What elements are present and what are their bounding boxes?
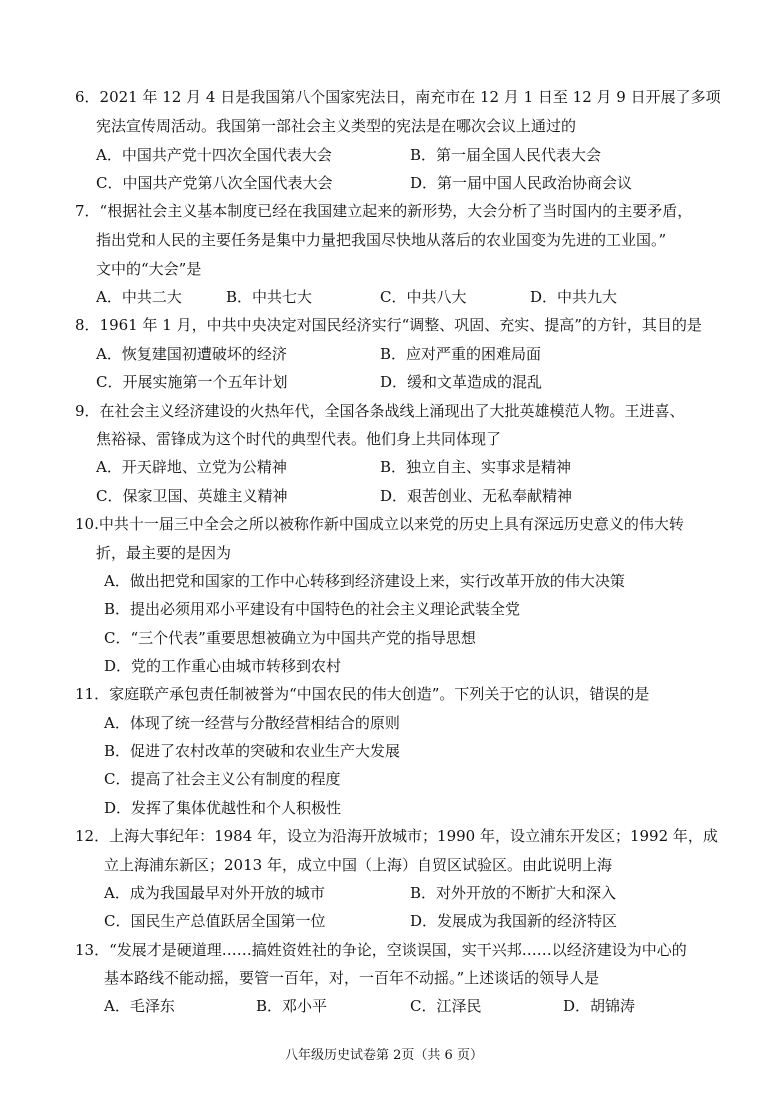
q8-option-c: C．开展实施第一个五年计划 (96, 373, 288, 391)
q6-option-c: C．中国共产党第八次全国代表大会 (96, 174, 333, 192)
q12-stem-line-2: 立上海浦东新区；2013 年，成立中国（上海）自贸区试验区。由此说明上海 (104, 856, 612, 874)
q11-stem-line-1: 11．家庭联产承包责任制被誉为“中国农民的伟大创造”。下列关于它的认识，错误的是 (75, 685, 650, 703)
page-footer: 八年级历史试卷第 2页（共 6 页） (285, 1048, 483, 1063)
q11-option-c: C．提高了社会主义公有制度的程度 (104, 770, 341, 788)
q8-option-d: D．缓和文革造成的混乱 (380, 373, 543, 391)
q12-option-b: B．对外开放的不断扩大和深入 (410, 884, 617, 902)
q12-option-a: A．成为我国最早对外开放的城市 (104, 884, 325, 902)
q12-option-d: D．发展成为我国新的经济特区 (410, 912, 618, 930)
q13-stem-line-2: 基本路线不能动摇，要管一百年，对，一百年不动摇。”上述谈话的领导人是 (104, 969, 600, 987)
q13-option-c: C．江泽民 (410, 997, 482, 1015)
q9-stem-line-2: 焦裕禄、雷锋成为这个时代的典型代表。他们身上共同体现了 (96, 430, 502, 448)
q10-stem-line-2: 折，最主要的是因为 (96, 544, 232, 562)
q6-stem-line-2: 宪法宣传周活动。我国第一部社会主义类型的宪法是在哪次会议上通过的 (96, 117, 577, 135)
q6-option-d: D．第一届中国人民政治协商会议 (410, 174, 633, 192)
q7-option-c: C．中共八大 (380, 288, 467, 306)
q7-stem-line-3: 文中的“大会”是 (96, 260, 202, 278)
q9-option-c: C．保家卫国、英雄主义精神 (96, 487, 288, 505)
q9-option-b: B．独立自主、实事求是精神 (380, 458, 572, 476)
q13-option-a: A．毛泽东 (104, 997, 175, 1015)
q9-option-a: A．开天辟地、立党为公精神 (96, 458, 287, 476)
q10-option-c: C．“三个代表”重要思想被确立为中国共产党的指导思想 (104, 629, 476, 647)
q12-option-c: C．国民生产总值跃居全国第一位 (104, 912, 326, 930)
q9-option-d: D．艰苦创业、无私奉献精神 (380, 487, 573, 505)
q11-option-a: A．体现了统一经营与分散经营相结合的原则 (104, 714, 400, 732)
q10-stem-line-1: 10.中共十一届三中全会之所以被称作新中国成立以来党的历史上具有深远历史意义的伟大转 (75, 515, 684, 533)
q9-stem-line-1: 9．在社会主义经济建设的火热年代，全国各条战线上涌现出了大批英雄模范人物。王进喜、 (75, 402, 685, 420)
q7-option-d: D．中共九大 (530, 288, 618, 306)
q13-option-b: B．邓小平 (256, 997, 328, 1015)
q13-option-d: D．胡锦涛 (563, 997, 636, 1015)
q10-option-b: B．提出必须用邓小平建设有中国特色的社会主义理论武装全党 (104, 600, 521, 618)
q10-option-a: A．做出把党和国家的工作中心转移到经济建设上来，实行改革开放的伟大决策 (104, 572, 625, 590)
q6-stem-line-1: 6．2021 年 12 月 4 日是我国第八个国家宪法日，南充市在 12 月 1 日至 12 月 9 日开展了多项 (75, 88, 721, 106)
q10-option-d: D．党的工作重心由城市转移到农村 (104, 657, 342, 675)
q7-option-b: B．中共七大 (226, 288, 313, 306)
q11-option-b: B．促进了农村改革的突破和农业生产大发展 (104, 742, 401, 760)
q7-option-a: A．中共二大 (96, 288, 182, 306)
q12-stem-line-1: 12．上海大事纪年：1984 年，设立为沿海开放城市；1990 年，设立浦东开发区；1992 年，成 (75, 827, 718, 845)
q6-option-a: A．中国共产党十四次全国代表大会 (96, 146, 332, 164)
q13-stem-line-1: 13．“发展才是硬道理……搞姓资姓社的争论，空谈误国，实干兴邦……以经济建设为中心的 (75, 941, 687, 959)
q7-stem-line-2: 指出党和人民的主要任务是集中力量把我国尽快地从落后的农业国变为先进的工业国。” (96, 231, 667, 249)
q8-stem-line-1: 8．1961 年 1 月，中共中央决定对国民经济实行“调整、巩固、充实、提高”的方针，其目的是 (75, 316, 702, 334)
q11-option-d: D．发挥了集体优越性和个人积极性 (104, 799, 342, 817)
q8-option-a: A．恢复建国初遭破坏的经济 (96, 345, 287, 363)
q7-stem-line-1: 7．“根据社会主义基本制度已经在我国建立起来的新形势，大会分析了当时国内的主要矛盾， (75, 202, 693, 220)
q8-option-b: B．应对严重的困难局面 (380, 345, 542, 363)
q6-option-b: B．第一届全国人民代表大会 (410, 146, 602, 164)
